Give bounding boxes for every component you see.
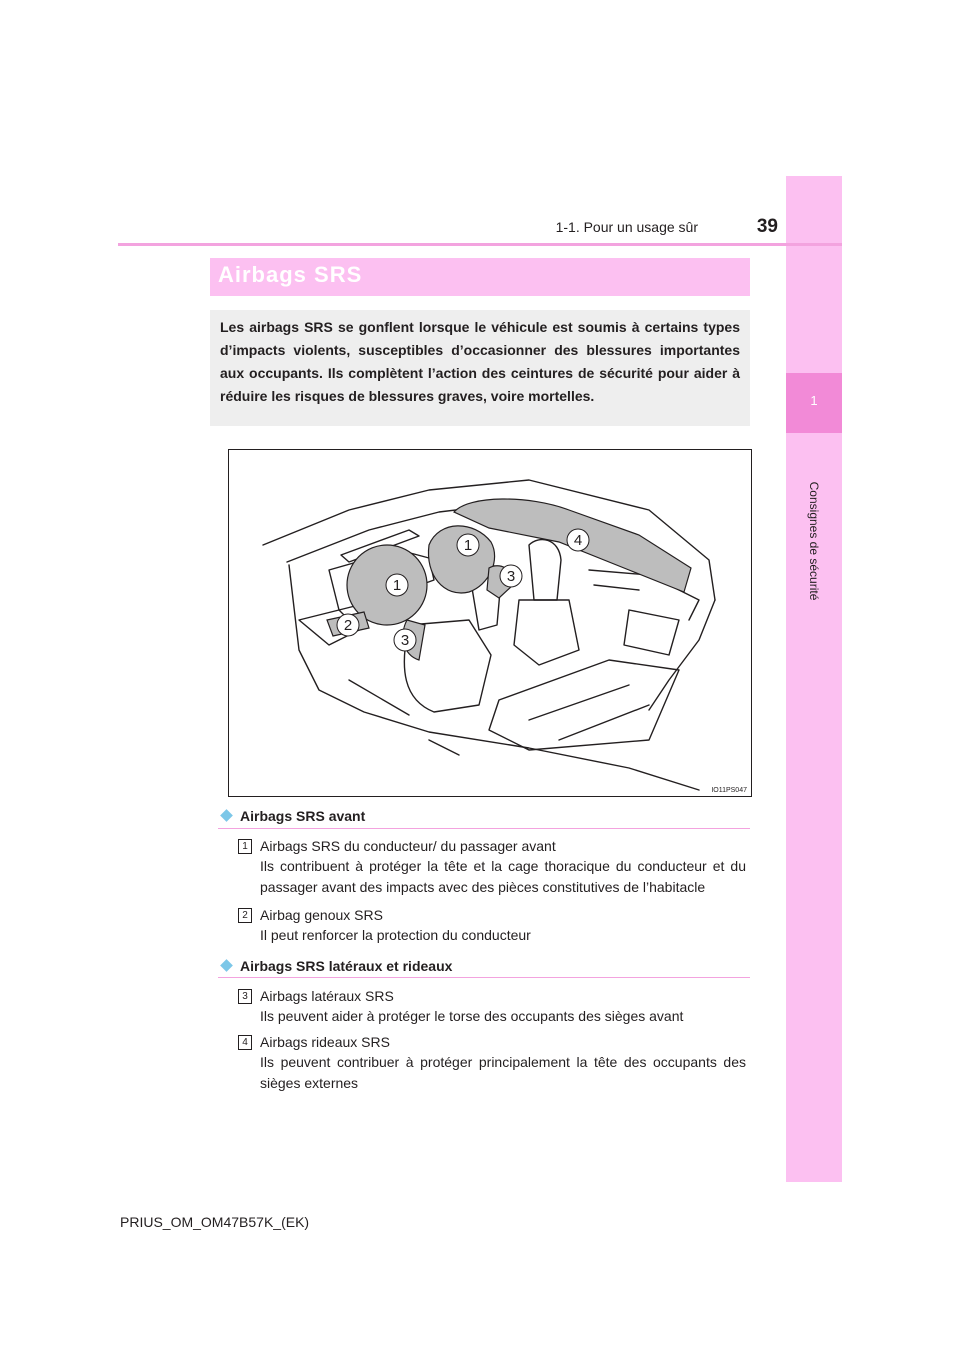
item-description: Ils peuvent contribuer à protéger principalement la tête des occupants des sièges externes bbox=[260, 1054, 746, 1091]
item-description: Ils contribuent à protéger la tête et la cage thoracique du conducteur et du passager avant des impacts avec des pièces constitutives de l’habitacle bbox=[260, 858, 746, 895]
car-interior-drawing bbox=[229, 450, 751, 796]
item-number-badge: 2 bbox=[238, 908, 252, 923]
intro-text: Les airbags SRS se gonflent lorsque le véhicule est soumis à certains types d’impacts violents, susceptibles d’occasionner des blessures importantes aux occupants. Ils complètent l’action des ceintures de sécurité pour aider à réduire les risques de blessures graves, voire mortelles. bbox=[220, 319, 740, 404]
item-description: Ils peuvent aider à protéger le torse des occupants des sièges avant bbox=[260, 1008, 684, 1024]
callout-label: 1 bbox=[392, 577, 402, 594]
item-number-badge: 1 bbox=[238, 839, 252, 854]
item-number-badge: 3 bbox=[238, 989, 252, 1004]
callout-label: 3 bbox=[400, 632, 410, 649]
document-code: PRIUS_OM_OM47B57K_(EK) bbox=[120, 1214, 310, 1230]
item-title: Airbags SRS du conducteur/ du passager avant bbox=[260, 838, 556, 854]
section-heading-text: Airbags SRS latéraux et rideaux bbox=[240, 958, 453, 974]
section-heading-text: Airbags SRS avant bbox=[240, 808, 366, 824]
diamond-bullet-icon bbox=[220, 959, 233, 972]
section-rule bbox=[218, 977, 750, 978]
item-title: Airbags latéraux SRS bbox=[260, 988, 394, 1004]
chapter-label-container bbox=[786, 436, 842, 646]
figure-code: IO11PS047 bbox=[711, 787, 747, 794]
chapter-number: 1 bbox=[810, 393, 818, 408]
section-heading-front-airbags bbox=[222, 808, 365, 824]
page-title: Airbags SRS bbox=[218, 262, 363, 287]
diamond-bullet-icon bbox=[220, 809, 233, 822]
item-title: Airbag genoux SRS bbox=[260, 907, 383, 923]
callout-label: 2 bbox=[343, 617, 353, 634]
callout-label: 4 bbox=[573, 532, 583, 549]
item-number-badge: 4 bbox=[238, 1035, 252, 1050]
page-number: 39 bbox=[756, 216, 778, 237]
section-heading-side-curtain-airbags bbox=[222, 958, 452, 974]
item-description: Il peut renforcer la protection du conducteur bbox=[260, 927, 531, 943]
callout-label: 3 bbox=[506, 568, 516, 585]
section-path: 1-1. Pour un usage sûr bbox=[555, 219, 698, 235]
airbag-illustration bbox=[228, 449, 752, 797]
chapter-side-tab bbox=[786, 176, 842, 1182]
section-rule bbox=[218, 828, 750, 829]
callout-label: 1 bbox=[463, 537, 473, 554]
header-rule bbox=[118, 243, 842, 246]
chapter-label: Consignes de sécurité bbox=[807, 481, 821, 601]
item-title: Airbags rideaux SRS bbox=[260, 1034, 390, 1050]
